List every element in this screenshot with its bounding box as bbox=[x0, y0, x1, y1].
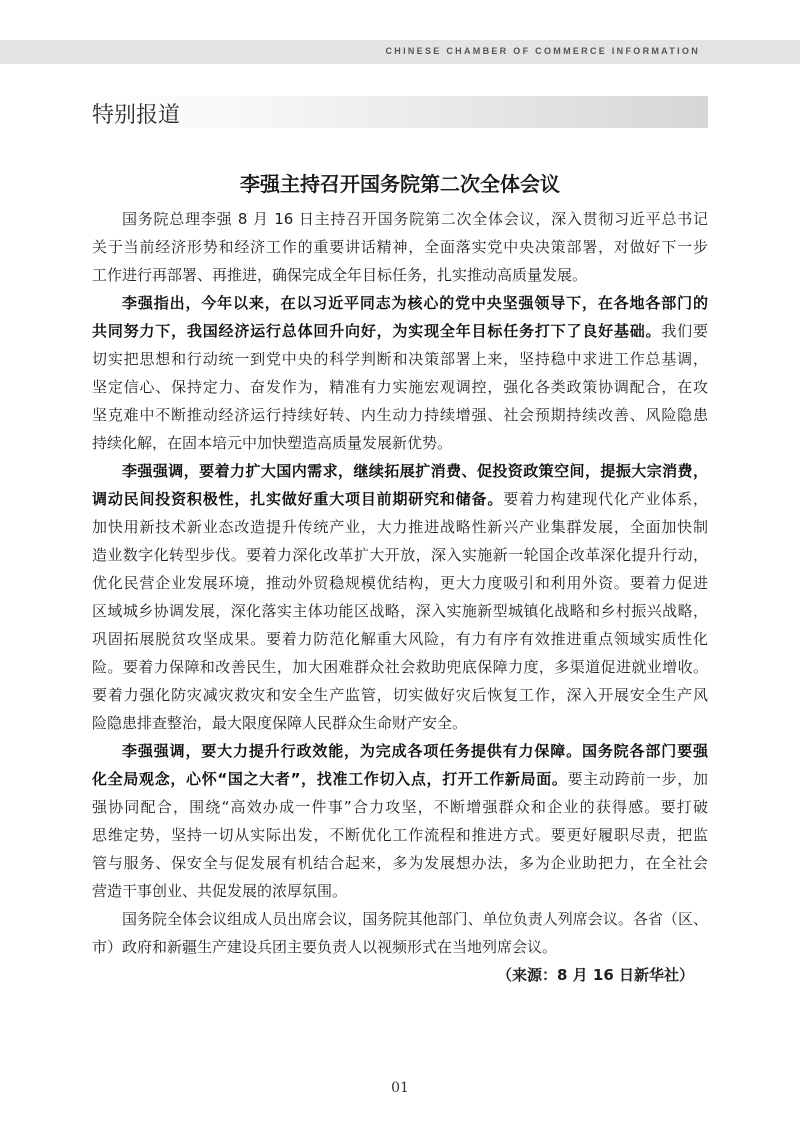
article-body bbox=[92, 205, 708, 989]
body-text: 强协同配合，围绕“高效办成一件事”合力攻坚，不断增强群众和企业的获得感。要打破 bbox=[92, 798, 708, 816]
body-text: 切实把思想和行动统一到党中央的科学判断和决策部署上来，坚持稳中求进工作总基调， bbox=[92, 350, 708, 368]
paragraph bbox=[92, 737, 708, 905]
text-line bbox=[92, 821, 708, 849]
text-line bbox=[92, 597, 708, 625]
body-text: 国务院总理李强 8 月 16 日主持召开国务院第二次全体会议，深入贯彻习近平总书记 bbox=[122, 210, 708, 228]
body-text: 坚定信心、保持定力、奋发作为，精准有力实施宏观调控，强化各类政策协调配合，在攻 bbox=[92, 378, 708, 396]
text-line bbox=[92, 933, 708, 961]
text-line bbox=[92, 569, 708, 597]
body-text: 险。要着力保障和改善民生，加大困难群众社会救助兜底保障力度，多渠道促进就业增收。 bbox=[92, 658, 708, 676]
text-line bbox=[92, 289, 708, 317]
page-number: 01 bbox=[391, 1080, 409, 1096]
text-line bbox=[92, 849, 708, 877]
paragraph bbox=[92, 457, 708, 737]
paragraph bbox=[92, 289, 708, 457]
publication-name: CHINESE CHAMBER OF COMMERCE INFORMATION bbox=[385, 46, 700, 56]
body-text: 要主动跨前一步，加 bbox=[567, 770, 708, 788]
bold-text: 李强强调，要着力扩大国内需求，继续拓展扩消费、促投资政策空间，提振大宗消费， bbox=[122, 462, 708, 480]
body-text: 区域城乡协调发展，深化落实主体功能区战略，深入实施新型城镇化战略和乡村振兴战略， bbox=[92, 602, 708, 620]
body-text: 持续化解，在固本培元中加快塑造高质量发展新优势。 bbox=[92, 434, 453, 452]
text-line bbox=[92, 541, 708, 569]
bold-text: 李强指出，今年以来，在以习近平同志为核心的党中央坚强领导下，在各地各部门的 bbox=[122, 294, 708, 312]
text-line bbox=[92, 905, 708, 933]
text-line bbox=[92, 709, 708, 737]
bold-text: 调动民间投资积极性，扎实做好重大项目前期研究和储备。 bbox=[92, 490, 504, 508]
article-title: 李强主持召开国务院第二次全体会议 bbox=[240, 172, 560, 196]
paragraph bbox=[92, 205, 708, 289]
body-text: 要着力构建现代化产业体系， bbox=[503, 490, 708, 508]
text-line bbox=[92, 877, 708, 905]
text-line bbox=[92, 653, 708, 681]
body-text: 关于当前经济形势和经济工作的重要讲话精神，全面落实党中央决策部署，对做好下一步 bbox=[92, 238, 708, 256]
header-band bbox=[0, 40, 800, 64]
body-text: 造业数字化转型步伐。要着力深化改革扩大开放，深入实施新一轮国企改革深化提升行动， bbox=[92, 546, 708, 564]
section-header-bar bbox=[92, 96, 708, 128]
bold-text: 李强强调，要大力提升行政效能，为完成各项任务提供有力保障。国务院各部门要强 bbox=[122, 742, 708, 760]
text-line bbox=[92, 513, 708, 541]
paragraph bbox=[92, 905, 708, 961]
section-title: 特别报道 bbox=[92, 103, 181, 128]
text-line bbox=[92, 373, 708, 401]
text-line bbox=[92, 765, 708, 793]
body-text: 管与服务、保安全与促发展有机结合起来，多为发展想办法，多为企业助把力，在全社会 bbox=[92, 854, 708, 872]
text-line bbox=[92, 205, 708, 233]
body-text: 我们要 bbox=[661, 322, 708, 340]
body-text: 险隐患排查整治，最大限度保障人民群众生命财产安全。 bbox=[92, 714, 468, 732]
text-line bbox=[92, 625, 708, 653]
body-text: 营造干事创业、共促发展的浓厚氛围。 bbox=[92, 882, 348, 900]
body-text: 优化民营企业发展环境，推动外贸稳规模优结构，更大力度吸引和利用外资。要着力促进 bbox=[92, 574, 708, 592]
text-line bbox=[92, 401, 708, 429]
text-line bbox=[92, 261, 708, 289]
text-line bbox=[92, 737, 708, 765]
text-line bbox=[92, 345, 708, 373]
body-text: 巩固拓展脱贫攻坚成果。要着力防范化解重大风险，有力有序有效推进重点领域实质性化 bbox=[92, 630, 708, 648]
body-text: 坚克难中不断推动经济运行持续好转、内生动力持续增强、社会预期持续改善、风险隐患 bbox=[92, 406, 708, 424]
text-line bbox=[92, 429, 708, 457]
bold-text: 共同努力下，我国经济运行总体回升向好，为实现全年目标任务打下了良好基础。 bbox=[92, 322, 662, 340]
text-line bbox=[92, 793, 708, 821]
body-text: 思维定势，坚持一切从实际出发，不断优化工作流程和推进方式。要更好履职尽责，把监 bbox=[92, 826, 708, 844]
text-line bbox=[92, 457, 708, 485]
text-line bbox=[92, 233, 708, 261]
bold-text: 化全局观念，心怀“国之大者”，找准工作切入点，打开工作新局面。 bbox=[92, 770, 568, 788]
text-line bbox=[92, 317, 708, 345]
article-source: （来源：8 月 16 日新华社） bbox=[497, 966, 694, 984]
text-line bbox=[92, 485, 708, 513]
body-text: 要着力强化防灾减灾救灾和安全生产监管，切实做好灾后恢复工作，深入开展安全生产风 bbox=[92, 686, 708, 704]
body-text: 工作进行再部署、再推进，确保完成全年目标任务，扎实推动高质量发展。 bbox=[92, 266, 588, 284]
text-line bbox=[92, 681, 708, 709]
body-text: 加快用新技术新业态改造提升传统产业，大力推进战略性新兴产业集群发展，全面加快制 bbox=[92, 518, 708, 536]
body-text: 国务院全体会议组成人员出席会议，国务院其他部门、单位负责人列席会议。各省（区、 bbox=[122, 910, 708, 928]
body-text: 市）政府和新疆生产建设兵团主要负责人以视频形式在当地列席会议。 bbox=[92, 938, 558, 956]
